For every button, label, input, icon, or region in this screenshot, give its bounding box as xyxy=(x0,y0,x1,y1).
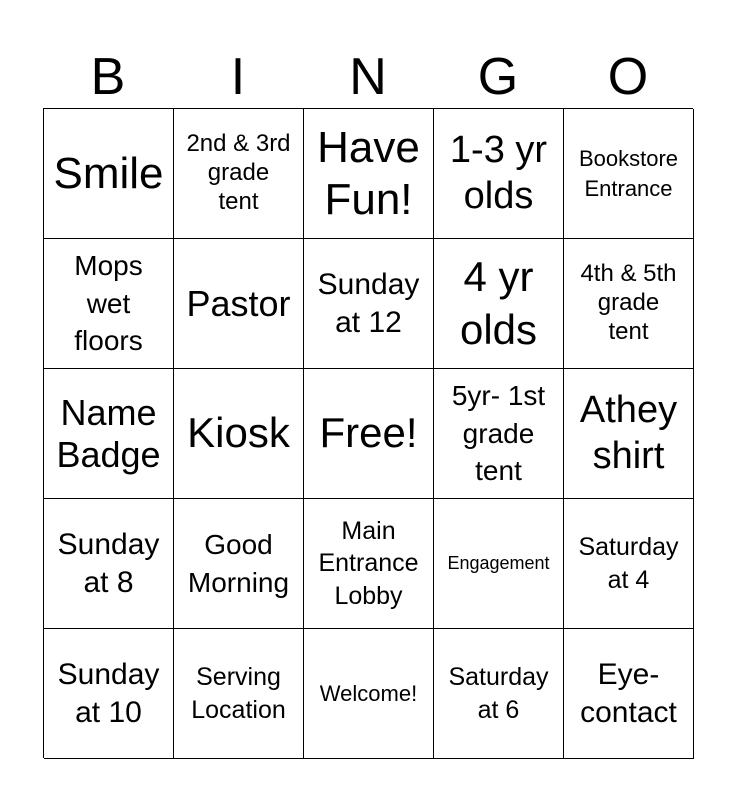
bingo-cell[interactable] xyxy=(434,369,564,499)
bingo-cell[interactable] xyxy=(44,109,174,239)
bingo-cell[interactable] xyxy=(304,369,434,499)
cell-label: Eye- contact xyxy=(580,658,677,729)
cell-label: Pastor xyxy=(186,282,291,324)
cell-label: Engagement xyxy=(447,552,550,573)
cell-label: Welcome! xyxy=(319,680,418,706)
header-letter-o: O xyxy=(607,48,649,106)
cell-label: Free! xyxy=(319,409,418,457)
bingo-cell[interactable] xyxy=(434,109,564,239)
cell-label: Mops wet floors xyxy=(74,249,143,357)
bingo-cell[interactable] xyxy=(564,369,694,499)
bingo-cell[interactable] xyxy=(174,109,304,239)
cell-label: Name Badge xyxy=(56,392,161,475)
bingo-cell[interactable] xyxy=(564,499,694,629)
bingo-cell[interactable] xyxy=(304,109,434,239)
bingo-cell[interactable] xyxy=(434,629,564,759)
bingo-cell[interactable] xyxy=(174,239,304,369)
bingo-board xyxy=(43,108,693,758)
cell-label: Kiosk xyxy=(187,409,290,457)
cell-label: 4 yr olds xyxy=(459,253,538,353)
bingo-cell[interactable] xyxy=(44,629,174,759)
bingo-cell[interactable] xyxy=(174,499,304,629)
cell-label: 4th & 5th grade tent xyxy=(580,260,677,345)
cell-label: Saturday at 6 xyxy=(448,663,549,724)
cell-label: Sunday at 8 xyxy=(57,528,160,599)
cell-label: Smile xyxy=(53,148,164,198)
cell-label: Good Morning xyxy=(187,528,290,598)
bingo-cell[interactable] xyxy=(434,239,564,369)
cell-label: Serving Location xyxy=(191,663,286,724)
cell-label: Main Entrance Lobby xyxy=(318,516,419,610)
cell-label: Sunday at 12 xyxy=(317,268,420,339)
cell-label: Athey shirt xyxy=(579,388,678,477)
cell-label: 5yr- 1st grade tent xyxy=(451,379,546,487)
bingo-cell[interactable] xyxy=(44,499,174,629)
bingo-cell[interactable] xyxy=(304,629,434,759)
cell-label: 1-3 yr olds xyxy=(449,128,548,217)
bingo-cell[interactable] xyxy=(304,499,434,629)
header-letter-n: N xyxy=(349,48,387,106)
bingo-cell[interactable] xyxy=(44,369,174,499)
bingo-cell[interactable] xyxy=(564,629,694,759)
bingo-cell[interactable] xyxy=(434,499,564,629)
cell-label: 2nd & 3rd grade tent xyxy=(186,130,291,215)
cell-label: Have Fun! xyxy=(317,122,420,224)
bingo-cell[interactable] xyxy=(564,239,694,369)
cell-label: Saturday at 4 xyxy=(578,533,679,594)
header-letter-i: I xyxy=(230,48,246,106)
bingo-cell[interactable] xyxy=(44,239,174,369)
header-letter-b: B xyxy=(90,48,126,106)
cell-label: Bookstore Entrance xyxy=(578,145,679,201)
bingo-cell[interactable] xyxy=(174,629,304,759)
cell-label: Sunday at 10 xyxy=(57,658,160,729)
bingo-cell[interactable] xyxy=(304,239,434,369)
header-letter-g: G xyxy=(477,48,519,106)
bingo-cell[interactable] xyxy=(174,369,304,499)
bingo-header xyxy=(43,46,693,108)
bingo-cell[interactable] xyxy=(564,109,694,239)
